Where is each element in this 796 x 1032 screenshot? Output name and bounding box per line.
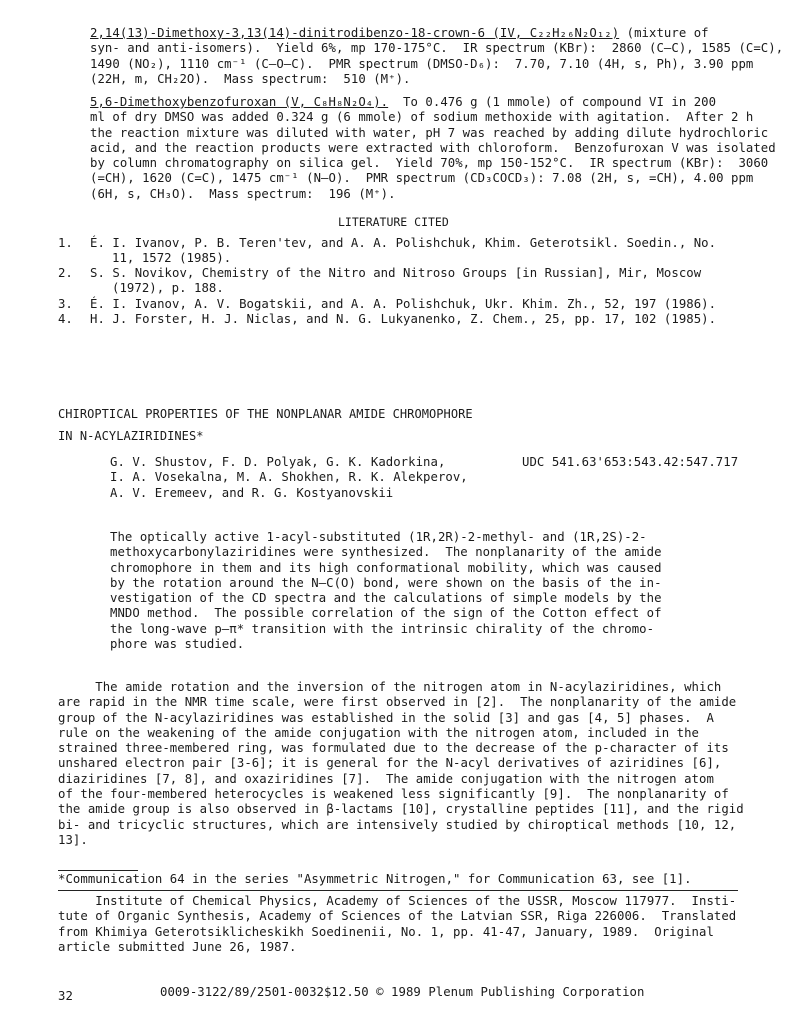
compound-iv-paragraph <box>90 26 783 87</box>
footnote-separator <box>58 870 138 871</box>
literature-heading: LITERATURE CITED <box>338 215 449 229</box>
article-title-line: IN N-ACYLAZIRIDINES* <box>58 429 204 443</box>
reference-number: 1. <box>58 236 73 250</box>
affiliation-line: tute of Organic Synthesis, Academy of Sciences of the Latvian SSR, Riga 226006. Translated <box>58 909 737 924</box>
abstract-line: chromophore in them and its high conformational mobility, which was caused <box>110 560 662 575</box>
body-line: bi- and tricyclic structures, which are intensively studied by chiroptical methods [10, 12, <box>58 817 737 832</box>
compound-v-line: acid, and the reaction products were extracted with chloroform. Benzofuroxan V was isolated <box>90 140 776 155</box>
compound-iv-line: 1490 (NO₂), 1110 cm⁻¹ (C–O–C). PMR spectrum (DMSO-D₆): 7.70, 7.10 (4H, s, Ph), 3.90 ppm <box>90 56 754 71</box>
compound-iv-title: 2,14(13)-Dimethoxy-3,13(14)-dinitrodibenzo-18-crown-6 (IV, C₂₂H₂₆N₂O₁₂) <box>90 26 620 40</box>
reference-number: 4. <box>58 312 73 326</box>
body-line: diaziridines [7, 8], and oxaziridines [7]. The amide conjugation with the nitrogen atom <box>58 771 714 786</box>
reference-item <box>90 236 716 267</box>
affiliation-separator <box>58 890 738 891</box>
affiliation-line: article submitted June 26, 1987. <box>58 939 297 954</box>
reference-line: É. I. Ivanov, P. B. Teren'tev, and A. A. Polishchuk, Khim. Geterotsikl. Soedin., No. <box>90 236 717 250</box>
reference-item <box>90 266 701 297</box>
compound-v-line: the reaction mixture was diluted with water, pH 7 was reached by adding dilute hydrochloric <box>90 125 769 140</box>
author-line: G. V. Shustov, F. D. Polyak, G. K. Kadorkina, <box>110 455 446 469</box>
compound-v-line: (6H, s, CH₃O). Mass spectrum: 196 (M⁺). <box>90 186 396 201</box>
reference-line: É. I. Ivanov, A. V. Bogatskii, and A. A. Polishchuk, Ukr. Khim. Zh., 52, 197 (1986). <box>90 297 717 311</box>
compound-v-line: by column chromatography on silica gel. Yield 70%, mp 150-152°C. IR spectrum (KBr): 3060 <box>90 156 769 171</box>
body-line: of the four-membered heterocycles is weakened less significantly [9]. The nonplanarity of <box>58 787 729 802</box>
reference-line: H. J. Forster, H. J. Niclas, and N. G. Lukyanenko, Z. Chem., 25, pp. 17, 102 (1985). <box>90 312 717 326</box>
compound-v-line1-rest: To 0.476 g (1 mmole) of compound VI in 200 <box>388 95 717 109</box>
reference-line: S. S. Novikov, Chemistry of the Nitro and Nitroso Groups [in Russian], Mir, Moscow <box>90 266 702 280</box>
article-title <box>58 403 473 447</box>
compound-v-paragraph <box>90 95 776 202</box>
abstract-line: MNDO method. The possible correlation of the sign of the Cotton effect of <box>110 606 662 621</box>
footnote: *Communication 64 in the series "Asymmetric Nitrogen," for Communication 63, see [1]. <box>58 872 692 886</box>
copyright-line: 0009-3122/89/2501-0032$12.50 © 1989 Plenum Publishing Corporation <box>160 985 645 999</box>
compound-iv-line: syn- and anti-isomers). Yield 6%, mp 170-175°C. IR spectrum (KBr): 2860 (C–C), 1585 (C=C), <box>90 41 784 56</box>
author-line: I. A. Vosekalna, M. A. Shokhen, R. K. Alekperov, <box>110 470 468 485</box>
body-line: rule on the weakening of the amide conjugation with the nitrogen atom, included in the <box>58 725 699 740</box>
compound-v-line: (=CH), 1620 (C=C), 1475 cm⁻¹ (N–O). PMR spectrum (CD₃COCD₃): 7.08 (2H, s, =CH), 4.00 ppm <box>90 171 754 186</box>
body-line: strained three-membered ring, was formulated due to the decrease of the p-character of its <box>58 741 729 756</box>
article-title-line: CHIROPTICAL PROPERTIES OF THE NONPLANAR AMIDE CHROMOPHORE <box>58 407 473 421</box>
body-line: The amide rotation and the inversion of the nitrogen atom in N-acylaziridines, which <box>58 680 722 694</box>
body-line: the amide group is also observed in β-lactams [10], crystalline peptides [11], and the rigid <box>58 802 744 817</box>
compound-v-title: 5,6-Dimethoxybenzofuroxan (V, C₈H₈N₂O₄). <box>90 95 389 109</box>
abstract-line: methoxycarbonylaziridines were synthesized. The nonplanarity of the amide <box>110 545 662 560</box>
reference-number: 3. <box>58 297 73 311</box>
body-line: unshared electron pair [3-6]; it is general for the N-acyl derivatives of aziridines [6], <box>58 756 722 771</box>
abstract-line: The optically active 1-acyl-substituted (1R,2R)-2-methyl- and (1R,2S)-2- <box>110 530 647 544</box>
affiliation-line: Institute of Chemical Physics, Academy of Sciences of the USSR, Moscow 117977. Insti- <box>58 894 737 908</box>
page-number: 32 <box>58 989 73 1003</box>
reference-line: (1972), p. 188. <box>112 281 224 296</box>
body-line: are rapid in the NMR time scale, were first observed in [2]. The nonplanarity of the amide <box>58 695 737 710</box>
abstract <box>110 530 662 652</box>
abstract-line: by the rotation around the N–C(O) bond, were shown on the basis of the in- <box>110 575 662 590</box>
udc-code: UDC 541.63'653:543.42:547.717 <box>522 455 739 469</box>
reference-item <box>90 297 716 312</box>
body-line: 13]. <box>58 832 88 847</box>
author-line: A. V. Eremeev, and R. G. Kostyanovskii <box>110 485 394 500</box>
affiliation-line: from Khimiya Geterotsiklicheskikh Soedinenii, No. 1, pp. 41-47, January, 1989. Original <box>58 924 714 939</box>
abstract-line: the long-wave p–π* transition with the intrinsic chirality of the chromo- <box>110 621 655 636</box>
reference-number: 2. <box>58 266 73 280</box>
abstract-line: phore was studied. <box>110 637 245 652</box>
abstract-line: vestigation of the CD spectra and the calculations of simple models by the <box>110 591 662 606</box>
body-line: group of the N-acylaziridines was established in the solid [3] and gas [4, 5] phases. A <box>58 710 714 725</box>
reference-item <box>90 312 716 327</box>
affiliation <box>58 894 736 955</box>
compound-iv-line1-rest: (mixture of <box>619 26 709 40</box>
reference-line: 11, 1572 (1985). <box>112 251 232 266</box>
compound-iv-line: (22H, m, CH₂2O). Mass spectrum: 510 (M⁺). <box>90 71 411 86</box>
body-paragraph <box>58 680 744 848</box>
author-list <box>110 455 468 501</box>
compound-v-line: ml of dry DMSO was added 0.324 g (6 mmole) of sodium methoxide with agitation. After 2 h <box>90 110 754 125</box>
